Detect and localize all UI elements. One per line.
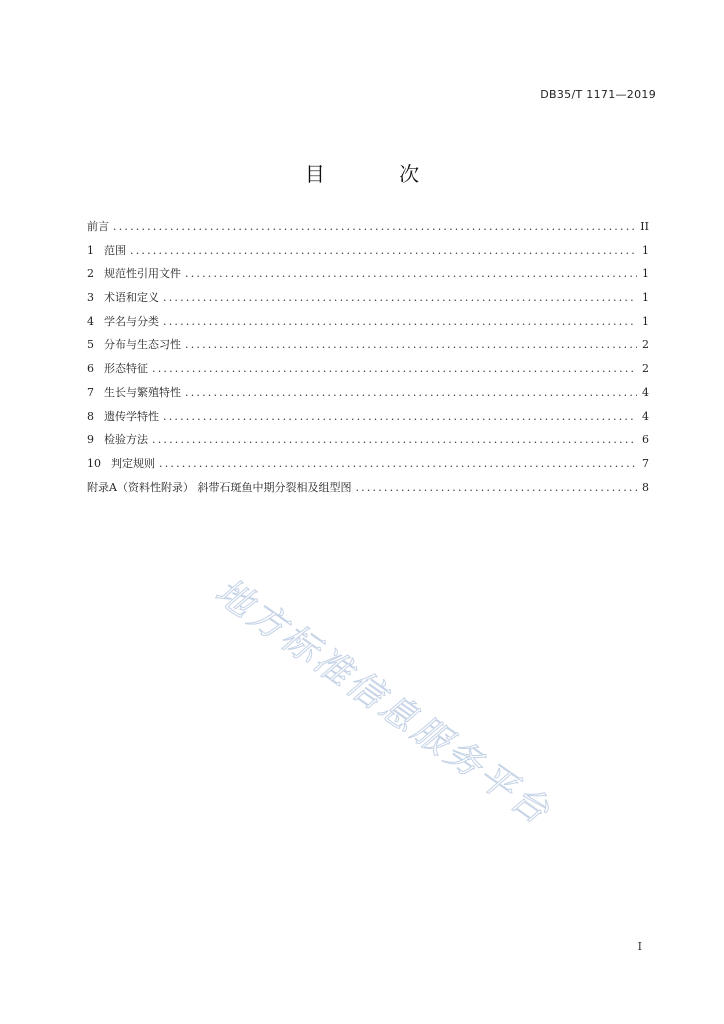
toc-entry-growth-reproduction[interactable] [87,384,649,408]
toc-entry-label: 规范性引用文件 [104,267,181,281]
toc-entry-number: 2 [87,267,94,281]
standard-code: DB35/T 1171—2019 [540,88,656,101]
toc-entry-distribution-ecology[interactable] [87,336,649,360]
watermark: 地方标准信息服务平台 [207,570,559,834]
toc-entry-label: 前言 [87,220,109,233]
toc-leader-dots [130,244,637,257]
toc-entry-label: 生长与繁殖特性 [104,385,181,399]
page-number: I [637,940,642,953]
toc-entry-number: 5 [87,338,94,352]
toc-entry-genetics[interactable] [87,408,649,432]
toc-entry-judgment-rules[interactable] [87,455,649,479]
toc-entry-page: 6 [642,433,649,447]
toc-entry-page: II [640,220,649,233]
toc-entry-normative-references[interactable] [87,265,649,289]
toc-entry-page: 1 [642,291,649,305]
toc-entry-page: 7 [642,456,649,470]
toc-entry-nomenclature[interactable] [87,313,649,337]
toc-leader-dots [185,386,637,399]
toc-entry-number: 8 [87,409,94,423]
toc-entry-page: 1 [642,243,649,257]
toc-entry-number: 3 [87,291,94,305]
toc-leader-dots [163,315,637,328]
toc-entry-scope[interactable] [87,242,649,266]
toc-entry-test-methods[interactable] [87,431,649,455]
table-of-contents [87,218,649,502]
toc-entry-label: 检验方法 [104,433,148,447]
toc-entry-number: 1 [87,243,94,257]
toc-leader-dots [113,220,636,233]
toc-entry-morphology[interactable] [87,360,649,384]
toc-entry-page: 4 [642,409,649,423]
toc-leader-dots [163,410,637,423]
toc-leader-dots [152,433,637,446]
toc-entry-number: 7 [87,385,94,399]
toc-leader-dots [185,267,637,280]
toc-entry-page: 2 [642,338,649,352]
toc-entry-number: 6 [87,362,94,376]
toc-leader-dots [152,362,637,375]
toc-entry-page: 2 [642,362,649,376]
toc-entry-label: 学名与分类 [104,314,159,328]
toc-entry-page: 1 [642,267,649,281]
toc-entry-page: 1 [642,314,649,328]
toc-entry-number: 10 [87,456,101,470]
toc-entry-foreword[interactable] [87,218,649,242]
toc-entry-page: 8 [642,480,649,494]
toc-entry-number: 9 [87,433,94,447]
toc-entry-number: 4 [87,314,94,328]
toc-entry-label: 术语和定义 [104,291,159,305]
toc-entry-terms-definitions[interactable] [87,289,649,313]
toc-entry-label: 形态特征 [104,362,148,376]
toc-entry-label: 判定规则 [111,456,155,470]
toc-entry-label: 范围 [104,243,126,257]
toc-leader-dots [159,457,637,470]
toc-leader-dots [163,291,637,304]
toc-entry-page: 4 [642,385,649,399]
toc-leader-dots [185,338,637,351]
toc-leader-dots [355,481,637,494]
page-title: 目 次 [304,162,454,186]
toc-entry-label: 附录A（资料性附录） 斜带石斑鱼中期分裂相及组型图 [87,480,352,494]
toc-entry-label: 分布与生态习性 [104,338,181,352]
toc-entry-appendix-a[interactable] [87,479,649,503]
toc-entry-label: 遗传学特性 [104,409,159,423]
